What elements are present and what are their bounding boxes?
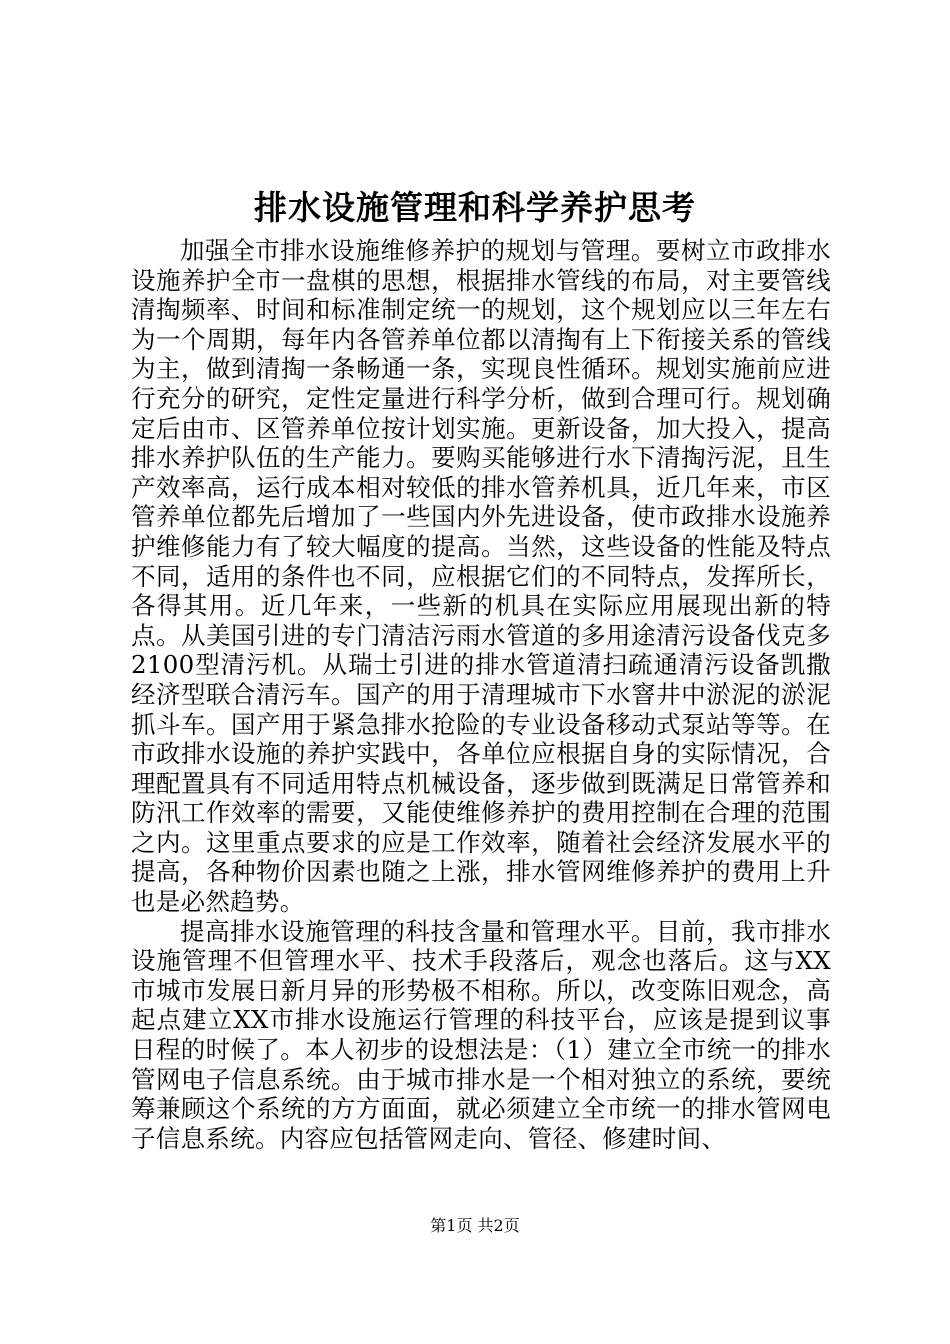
body-paragraph-1: 加强全市排水设施维修养护的规划与管理。要树立市政排水设施养护全市一盘棋的思想，根据排水管线的布局，对主要管线清掏频率、时间和标准制定统一的规划，这个规划应以三年左右为一个周期，每年内各管养单位都以清掏有上下衔接关系的管线为主，做到清掏一条畅通一条，实现良性循环。规划实施前应进行充分的研究，定性定量进行科学分析，做到合理可行。规划确定后由市、区管养单位按计划实施。更新设备，加大投入，提高排水养护队伍的生产能力。要购买能够进行水下清掏污泥，且生产效率高，运行成本相对较低的排水管养机具，近几年来，市区管养单位都先后增加了一些国内外先进设备，使市政排水设施养护维修能力有了较大幅度的提高。当然，这些设备的性能及特点不同，适用的条件也不同，应根据它们的不同特点，发挥所长，各得其用。近几年来，一些新的机具在实际应用展现出新的特点。从美国引进的专门清洁污雨水管道的多用途清污设备伐克多2100型清污机。从瑞士引进的排水管道清扫疏通清污设备凯撒经济型联合清污车。国产的用于清理城市下水窨井中淤泥的淤泥抓斗车。国产用于紧急排水抢险的专业设备移动式泵站等等。在市政排水设施的养护实践中，各单位应根据自身的实际情况，合理配置具有不同适用特点机械设备，逐步做到既满足日常管养和防汛工作效率的需要，又能使维修养护的费用控制在合理的范围之内。这里重点要求的应是工作效率，随着社会经济发展水平的提高，各种物价因素也随之上涨，排水管网维修养护的费用上升也是必然趋势。: [131, 236, 831, 917]
document-title: 排水设施管理和科学养护思考: [254, 188, 696, 227]
document-body: [131, 236, 831, 1153]
body-paragraph-2: 提高排水设施管理的科技含量和管理水平。目前，我市排水设施管理不但管理水平、技术手段落后，观念也落后。这与XX市城市发展日新月异的形势极不相称。所以，改变陈旧观念，高起点建立XX市排水设施运行管理的科技平台，应该是提到议事日程的时候了。本人初步的设想法是：（1）建立全市统一的排水管网电子信息系统。由于城市排水是一个相对独立的系统，要统筹兼顾这个系统的方方面面，就必须建立全市统一的排水管网电子信息系统。内容应包括管网走向、管径、修建时间、: [131, 916, 831, 1153]
page-footer: 第1页 共2页: [430, 1216, 520, 1235]
